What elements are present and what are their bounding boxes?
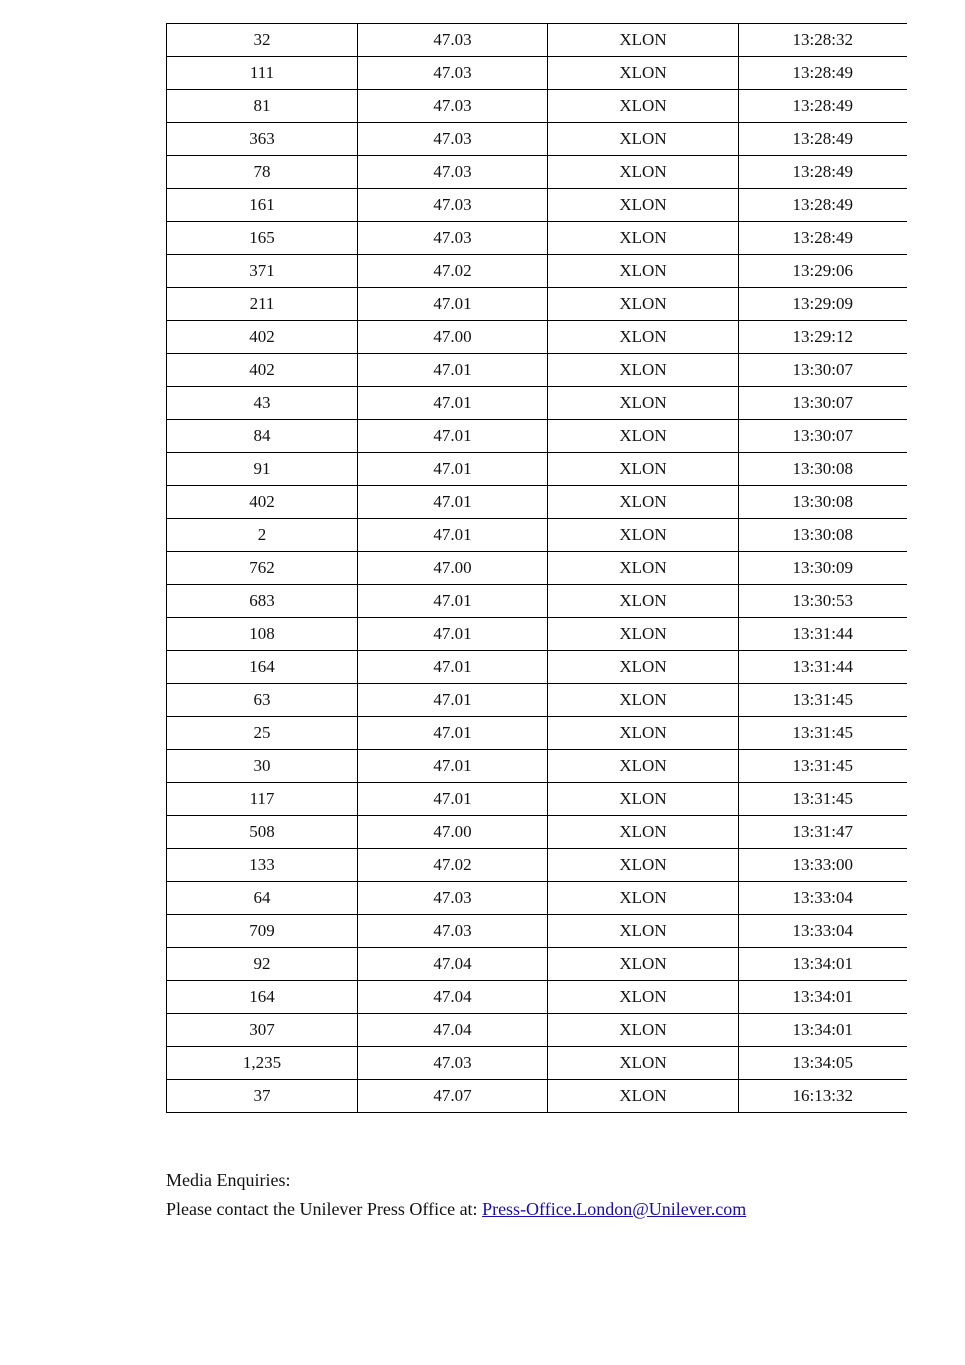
cell-volume: 64 (167, 882, 358, 915)
cell-time: 13:28:49 (739, 90, 907, 123)
table-row (167, 24, 907, 57)
table-row (167, 915, 907, 948)
cell-time: 13:29:09 (739, 288, 907, 321)
cell-volume: 402 (167, 354, 358, 387)
table-row (167, 750, 907, 783)
cell-venue: XLON (548, 420, 739, 453)
cell-volume: 108 (167, 618, 358, 651)
cell-time: 13:30:53 (739, 585, 907, 618)
table-row (167, 387, 907, 420)
cell-price: 47.01 (358, 618, 548, 651)
cell-time: 13:28:49 (739, 57, 907, 90)
cell-time: 13:29:12 (739, 321, 907, 354)
cell-time: 13:31:45 (739, 783, 907, 816)
cell-time: 13:28:49 (739, 123, 907, 156)
cell-price: 47.01 (358, 519, 548, 552)
trades-table-body (167, 24, 907, 1113)
table-row (167, 354, 907, 387)
trades-table (166, 23, 907, 1113)
cell-venue: XLON (548, 519, 739, 552)
cell-volume: 683 (167, 585, 358, 618)
cell-time: 13:34:05 (739, 1047, 907, 1080)
cell-volume: 211 (167, 288, 358, 321)
table-row (167, 651, 907, 684)
table-row (167, 453, 907, 486)
table-row (167, 486, 907, 519)
cell-price: 47.03 (358, 189, 548, 222)
cell-time: 13:28:49 (739, 222, 907, 255)
cell-time: 13:29:06 (739, 255, 907, 288)
table-row (167, 948, 907, 981)
cell-venue: XLON (548, 750, 739, 783)
cell-venue: XLON (548, 882, 739, 915)
cell-price: 47.03 (358, 222, 548, 255)
cell-time: 13:30:08 (739, 519, 907, 552)
cell-time: 13:30:08 (739, 486, 907, 519)
cell-volume: 81 (167, 90, 358, 123)
cell-venue: XLON (548, 618, 739, 651)
cell-volume: 2 (167, 519, 358, 552)
cell-price: 47.04 (358, 948, 548, 981)
cell-time: 13:33:00 (739, 849, 907, 882)
cell-price: 47.03 (358, 882, 548, 915)
cell-price: 47.01 (358, 684, 548, 717)
cell-price: 47.02 (358, 849, 548, 882)
table-row (167, 156, 907, 189)
cell-time: 13:33:04 (739, 882, 907, 915)
cell-price: 47.03 (358, 90, 548, 123)
cell-price: 47.01 (358, 750, 548, 783)
cell-price: 47.00 (358, 552, 548, 585)
cell-time: 13:28:32 (739, 24, 907, 57)
cell-time: 13:30:08 (739, 453, 907, 486)
cell-volume: 402 (167, 321, 358, 354)
cell-price: 47.03 (358, 1047, 548, 1080)
cell-volume: 762 (167, 552, 358, 585)
table-row (167, 1047, 907, 1080)
cell-venue: XLON (548, 57, 739, 90)
cell-volume: 43 (167, 387, 358, 420)
cell-time: 13:34:01 (739, 1014, 907, 1047)
table-row (167, 717, 907, 750)
cell-price: 47.01 (358, 354, 548, 387)
cell-venue: XLON (548, 189, 739, 222)
cell-venue: XLON (548, 552, 739, 585)
cell-venue: XLON (548, 717, 739, 750)
cell-price: 47.02 (358, 255, 548, 288)
cell-volume: 161 (167, 189, 358, 222)
cell-time: 13:28:49 (739, 156, 907, 189)
media-contact-line (166, 1195, 746, 1224)
table-row (167, 321, 907, 354)
cell-time: 13:31:44 (739, 651, 907, 684)
cell-price: 47.01 (358, 585, 548, 618)
cell-volume: 78 (167, 156, 358, 189)
cell-venue: XLON (548, 255, 739, 288)
table-row (167, 816, 907, 849)
cell-venue: XLON (548, 24, 739, 57)
cell-volume: 84 (167, 420, 358, 453)
cell-venue: XLON (548, 486, 739, 519)
cell-venue: XLON (548, 156, 739, 189)
cell-volume: 164 (167, 981, 358, 1014)
cell-time: 13:30:07 (739, 387, 907, 420)
cell-volume: 402 (167, 486, 358, 519)
cell-volume: 371 (167, 255, 358, 288)
cell-price: 47.01 (358, 420, 548, 453)
cell-venue: XLON (548, 1014, 739, 1047)
cell-price: 47.00 (358, 816, 548, 849)
cell-price: 47.03 (358, 915, 548, 948)
cell-venue: XLON (548, 585, 739, 618)
cell-venue: XLON (548, 651, 739, 684)
media-contact-text: Please contact the Unilever Press Office at: (166, 1199, 483, 1219)
table-row (167, 90, 907, 123)
table-row (167, 618, 907, 651)
cell-price: 47.01 (358, 651, 548, 684)
cell-price: 47.01 (358, 453, 548, 486)
cell-price: 47.01 (358, 288, 548, 321)
media-heading: Media Enquiries: (166, 1170, 291, 1190)
table-row (167, 981, 907, 1014)
cell-venue: XLON (548, 123, 739, 156)
cell-venue: XLON (548, 321, 739, 354)
cell-venue: XLON (548, 981, 739, 1014)
cell-volume: 133 (167, 849, 358, 882)
table-row (167, 420, 907, 453)
cell-time: 13:30:07 (739, 420, 907, 453)
cell-volume: 25 (167, 717, 358, 750)
cell-price: 47.01 (358, 486, 548, 519)
cell-time: 13:34:01 (739, 981, 907, 1014)
cell-venue: XLON (548, 1080, 739, 1113)
cell-venue: XLON (548, 1047, 739, 1080)
cell-time: 13:28:49 (739, 189, 907, 222)
table-row (167, 684, 907, 717)
media-enquiries (166, 1166, 746, 1224)
cell-volume: 164 (167, 651, 358, 684)
table-row (167, 519, 907, 552)
cell-volume: 37 (167, 1080, 358, 1113)
cell-volume: 111 (167, 57, 358, 90)
cell-time: 13:31:45 (739, 684, 907, 717)
cell-venue: XLON (548, 90, 739, 123)
table-row (167, 552, 907, 585)
cell-volume: 91 (167, 453, 358, 486)
cell-price: 47.03 (358, 57, 548, 90)
cell-volume: 363 (167, 123, 358, 156)
cell-price: 47.03 (358, 156, 548, 189)
cell-volume: 117 (167, 783, 358, 816)
cell-time: 13:31:47 (739, 816, 907, 849)
cell-time: 13:31:45 (739, 717, 907, 750)
cell-venue: XLON (548, 816, 739, 849)
table-row (167, 849, 907, 882)
cell-volume: 508 (167, 816, 358, 849)
cell-volume: 30 (167, 750, 358, 783)
cell-price: 47.00 (358, 321, 548, 354)
cell-time: 13:30:07 (739, 354, 907, 387)
table-row (167, 783, 907, 816)
cell-venue: XLON (548, 948, 739, 981)
table-row (167, 882, 907, 915)
cell-venue: XLON (548, 915, 739, 948)
cell-price: 47.01 (358, 717, 548, 750)
table-row (167, 57, 907, 90)
cell-time: 13:30:09 (739, 552, 907, 585)
cell-venue: XLON (548, 453, 739, 486)
cell-price: 47.04 (358, 981, 548, 1014)
cell-volume: 1,235 (167, 1047, 358, 1080)
cell-venue: XLON (548, 354, 739, 387)
cell-volume: 165 (167, 222, 358, 255)
cell-price: 47.03 (358, 123, 548, 156)
press-office-email-link[interactable]: Press-Office.London@Unilever.com (482, 1199, 747, 1219)
cell-volume: 32 (167, 24, 358, 57)
cell-venue: XLON (548, 684, 739, 717)
cell-venue: XLON (548, 849, 739, 882)
cell-venue: XLON (548, 387, 739, 420)
cell-venue: XLON (548, 783, 739, 816)
cell-venue: XLON (548, 288, 739, 321)
table-row (167, 585, 907, 618)
table-row (167, 1014, 907, 1047)
cell-time: 13:31:44 (739, 618, 907, 651)
table-row (167, 288, 907, 321)
cell-price: 47.07 (358, 1080, 548, 1113)
cell-volume: 63 (167, 684, 358, 717)
table-row (167, 255, 907, 288)
table-row (167, 123, 907, 156)
cell-venue: XLON (548, 222, 739, 255)
cell-price: 47.03 (358, 24, 548, 57)
cell-price: 47.01 (358, 387, 548, 420)
cell-volume: 709 (167, 915, 358, 948)
cell-price: 47.01 (358, 783, 548, 816)
table-row (167, 222, 907, 255)
table-row (167, 189, 907, 222)
cell-time: 16:13:32 (739, 1080, 907, 1113)
cell-time: 13:34:01 (739, 948, 907, 981)
cell-volume: 307 (167, 1014, 358, 1047)
cell-volume: 92 (167, 948, 358, 981)
cell-price: 47.04 (358, 1014, 548, 1047)
cell-time: 13:33:04 (739, 915, 907, 948)
table-row (167, 1080, 907, 1113)
cell-time: 13:31:45 (739, 750, 907, 783)
